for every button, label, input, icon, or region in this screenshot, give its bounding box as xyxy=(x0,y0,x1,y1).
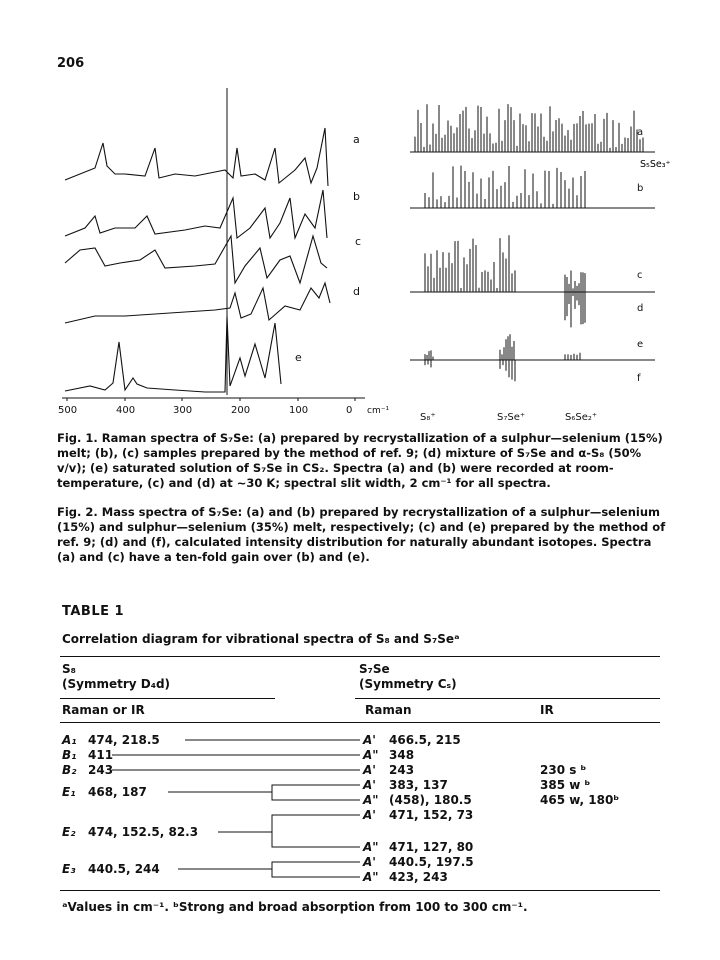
mass-trace-label: c xyxy=(637,270,643,281)
right-ir: 230 s ᵇ xyxy=(540,763,587,777)
raman-trace-d xyxy=(65,283,330,323)
raman-x-tick-label: 300 xyxy=(173,405,193,416)
raman-trace-a xyxy=(65,128,328,186)
fig2-caption: Fig. 2. Mass spectra of S₇Se: (a) and (b) prepared by recrystallization of a sulphur—selenium (15%) and sulphur—selenium (35%) melt, respectively; (c) and (e) prepared by the method of ref. 9; (d) and (f), calculated intensity distribution for naturally abundant isotopes. Spectra (a) and (c) have a ten-fold gain over (b) and (e). xyxy=(57,505,666,564)
mass-trace-label: a xyxy=(637,127,644,138)
raman-x-tick-label: 500 xyxy=(58,405,78,416)
right-val: (458), 180.5 xyxy=(389,793,472,807)
mass-x-label: S₇Se⁺ xyxy=(497,412,526,423)
connector-e1-bracket xyxy=(272,785,360,800)
raman-trace-e xyxy=(65,316,281,392)
page-number: 206 xyxy=(57,56,85,71)
fig1-caption: Fig. 1. Raman spectra of S₇Se: (a) prepared by recrystallization of a sulphur—selenium (15%) melt; (b), (c) samples prepared by the method of ref. 9; (d) mixture of S₇Se and α-S₈ (50% v/v); (e) saturated solution of S₇Se in CS₂. Spectra (a) and (b) were recorded at room-temperature, (c) and (d) at ~30 K; spectral slit width, 2 cm⁻¹ for all spectra. xyxy=(57,431,663,490)
left-sym: E₁ xyxy=(62,785,76,799)
mass-x-label: S₈⁺ xyxy=(420,412,436,423)
left-sym: B₁ xyxy=(62,748,77,762)
left-header-1: S₈ xyxy=(62,662,76,676)
raman-x-tick-label: 0 xyxy=(346,405,353,416)
raman-trace-label: a xyxy=(353,133,360,146)
left-sym: B₂ xyxy=(62,763,77,777)
subheader-mid: Raman xyxy=(365,703,412,717)
right-sym: A' xyxy=(363,733,376,747)
right-header-1: S₇Se xyxy=(359,662,390,676)
right-val: 423, 243 xyxy=(389,870,448,884)
raman-trace-label: b xyxy=(353,190,360,203)
right-val: 440.5, 197.5 xyxy=(389,855,474,869)
left-sym: A₁ xyxy=(62,733,77,747)
mass-trace-label: b xyxy=(637,183,644,194)
left-val: 243 xyxy=(88,763,114,777)
right-val: 466.5, 215 xyxy=(389,733,461,747)
fig1-raman-spectra xyxy=(55,88,405,428)
raman-trace-label: e xyxy=(295,351,302,364)
raman-trace-label: c xyxy=(355,235,362,248)
table-title: TABLE 1 xyxy=(62,604,125,619)
left-subheader-rule xyxy=(60,698,275,699)
right-sym: A' xyxy=(363,855,376,869)
right-ir: 465 w, 180ᵇ xyxy=(540,793,620,807)
right-ir: 385 w ᵇ xyxy=(540,778,591,792)
raman-trace-c xyxy=(65,236,327,283)
left-sym: E₃ xyxy=(62,862,76,876)
mass-x-label: S₆Se₂⁺ xyxy=(565,412,598,423)
table-caption: Correlation diagram for vibrational spectra of S₈ and S₇Seᵃ xyxy=(62,632,460,646)
ion-label: S₅Se₃⁺ xyxy=(640,159,671,170)
table-bottom-rule xyxy=(60,890,660,891)
raman-x-tick-label: 100 xyxy=(289,405,309,416)
connector-e2-bracket xyxy=(272,815,360,847)
left-sym: E₂ xyxy=(62,825,76,839)
subheader-right: IR xyxy=(540,703,554,717)
left-val: 468, 187 xyxy=(88,785,147,799)
mass-trace-label: e xyxy=(637,339,644,350)
raman-trace-label: d xyxy=(353,285,360,298)
right-val: 243 xyxy=(389,763,415,777)
right-header-2: (Symmetry Cₛ) xyxy=(359,677,457,691)
table-footnote: ᵃValues in cm⁻¹. ᵇStrong and broad absorption from 100 to 300 cm⁻¹. xyxy=(62,900,528,914)
right-sym: A" xyxy=(363,748,379,762)
right-sym: A" xyxy=(363,870,379,884)
right-val: 471, 127, 80 xyxy=(389,840,474,854)
subheader-left: Raman or IR xyxy=(62,703,145,717)
right-sym: A' xyxy=(363,763,376,777)
right-sym: A" xyxy=(363,840,379,854)
left-val: 474, 152.5, 82.3 xyxy=(88,825,199,839)
mass-trace-label: d xyxy=(637,303,644,314)
raman-x-tick-label: 200 xyxy=(231,405,251,416)
left-val: 440.5, 244 xyxy=(88,862,160,876)
table-top-rule xyxy=(60,656,660,657)
right-sym: A' xyxy=(363,778,376,792)
table-header-bottom-rule xyxy=(60,722,660,723)
left-header-2: (Symmetry D₄d) xyxy=(62,677,171,691)
raman-trace-b xyxy=(65,190,327,238)
right-subheader-rule xyxy=(355,698,660,699)
right-sym: A' xyxy=(363,808,376,822)
mass-trace-label: f xyxy=(637,373,641,384)
right-val: 471, 152, 73 xyxy=(389,808,474,822)
connector-e3-bracket xyxy=(272,862,360,877)
right-val: 348 xyxy=(389,748,415,762)
right-sym: A" xyxy=(363,793,379,807)
raman-x-tick-label: 400 xyxy=(116,405,136,416)
left-val: 411 xyxy=(88,748,114,762)
raman-x-unit: cm⁻¹ xyxy=(367,406,390,416)
right-val: 383, 137 xyxy=(389,778,448,792)
fig2-mass-spectra xyxy=(405,95,675,435)
left-val: 474, 218.5 xyxy=(88,733,160,747)
